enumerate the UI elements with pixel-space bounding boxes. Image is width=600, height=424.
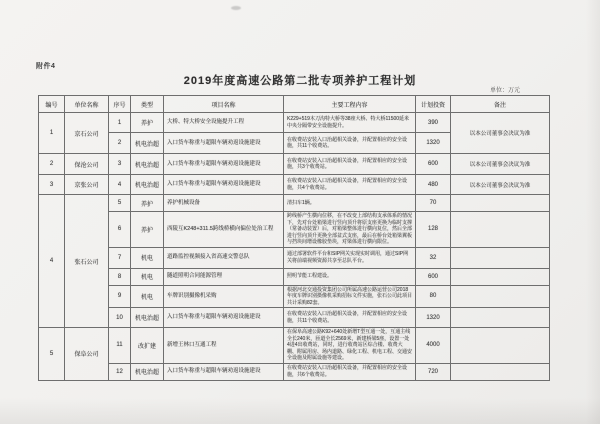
investment-value: 32 (416, 247, 451, 268)
project-content: 清扫车1辆。 (284, 195, 416, 212)
project-name: 入口货车称重与超限车辆劝返设施建设 (164, 175, 284, 195)
remark-cell (451, 212, 550, 248)
investment-value: 720 (416, 363, 451, 380)
investment-value: 390 (416, 113, 451, 133)
group-no: 5 (39, 328, 65, 381)
group-no: 1 (39, 113, 65, 154)
scan-shadow-right (586, 0, 600, 424)
investment-value: 600 (416, 154, 451, 175)
project-type: 机电治超 (131, 133, 164, 154)
project-name: 入口货车称重与超限车辆劝返设施建设 (164, 133, 284, 154)
company-name: 京石公司 (65, 113, 109, 154)
header-type: 类型 (131, 96, 164, 113)
remark-cell: 以本公司董事会决议为准 (451, 154, 550, 175)
remark-cell (451, 308, 550, 328)
scan-artifact-smudge (231, 6, 241, 10)
seq-no: 4 (109, 175, 131, 195)
investment-value: 600 (416, 268, 451, 285)
project-content: 在收费站安装入口治超相关设备，并配置相应的安全设施，共11个收费站。 (284, 133, 416, 154)
project-content: 通过部署软件平台和SIP网关实现实时调用，通过SIP网关将前端视频资源共享至总队平台。 (284, 247, 416, 268)
project-content: 在收费站安装入口治超相关设备，并配置相应的安全设施，共11个收费站。 (284, 308, 416, 328)
project-content: 跨线桥产生横向位移，在不改变上部结构支承体系的情况下，先对台处箱梁进行竖向顶升将原支座更换为临时支撑（常备动装置）后，对箱梁整体进行横向复位，然后全部进行竖向顶升更换全部盆式支座，最后在桥台处箱梁翼板与挡块间增设橡胶垫块，对梁体进行横向限位。 (284, 212, 416, 248)
investment-value: 80 (416, 285, 451, 308)
investment-value: 480 (416, 175, 451, 195)
seq-no: 8 (109, 268, 131, 285)
investment-value: 1320 (416, 133, 451, 154)
group-no: 2 (39, 154, 65, 175)
seq-no: 6 (109, 212, 131, 248)
seq-no: 5 (109, 195, 131, 212)
investment-value: 1320 (416, 308, 451, 328)
investment-value: 70 (416, 195, 451, 212)
project-type: 机电治超 (131, 308, 164, 328)
project-content: 在收费站安装入口治超相关设备，并配置相应的安全设施，共4个收费站。 (284, 175, 416, 195)
attachment-label: 附件4 (36, 63, 56, 70)
project-content: K229+519木刀沟特大桥等38座大桥、特大桥11500延米中央分隔带安全设施提升。 (284, 113, 416, 133)
project-name: 大桥、特大桥安全设施提升工程 (164, 113, 284, 133)
remark-cell: 以本公司董事会决议为准 (451, 113, 550, 154)
seq-no: 7 (109, 247, 131, 268)
company-name: 保阜公司 (65, 328, 109, 381)
remark-cell (451, 285, 550, 308)
table-row (39, 285, 550, 308)
header-planned-investment: 计划投资 (416, 96, 451, 113)
table-row (39, 247, 550, 268)
project-name: 入口货车称重与超限车辆劝返设施建设 (164, 308, 284, 328)
project-content: 在收费站安装入口治超相关设备，并配置相应的安全设施，共3个收费站。 (284, 154, 416, 175)
project-name: 道路监控视频接入省高速交警总队 (164, 247, 284, 268)
remark-cell (451, 363, 550, 380)
project-type: 养护 (131, 113, 164, 133)
remark-cell (451, 268, 550, 285)
project-type: 机电 (131, 247, 164, 268)
project-type: 机电治超 (131, 175, 164, 195)
header-seq: 序号 (109, 96, 131, 113)
project-content: 根据河北交通投资集团公司所属高速公路运营公司2018年度车牌识别摄像机采购招标文件实施，张石公司此项目共计采购82套。 (284, 285, 416, 308)
group-no: 3 (39, 175, 65, 195)
header-project-name: 项目名称 (164, 96, 284, 113)
project-type: 养护 (131, 212, 164, 248)
project-type: 机电治超 (131, 363, 164, 380)
investment-value: 4000 (416, 328, 451, 364)
seq-no: 10 (109, 308, 131, 328)
seq-no: 9 (109, 285, 131, 308)
header-no: 编号 (39, 96, 65, 113)
project-name: 新增王林口互通工程 (164, 328, 284, 364)
unit-note: 单位：万元 (489, 88, 520, 94)
table-header-row (39, 96, 550, 113)
project-name: 入口货车称重与超限车辆劝返设施建设 (164, 363, 284, 380)
remark-cell (451, 195, 550, 212)
project-name: 车牌识别摄像机采购 (164, 285, 284, 308)
company-name: 京张公司 (65, 175, 109, 195)
seq-no: 1 (109, 113, 131, 133)
project-content: 照明节能工程建设。 (284, 268, 416, 285)
header-main-content: 主要工程内容 (284, 96, 416, 113)
seq-no: 3 (109, 154, 131, 175)
table-row (39, 212, 550, 248)
project-name: 隧道照明合同能源管理 (164, 268, 284, 285)
table-row (39, 268, 550, 285)
seq-no: 11 (109, 328, 131, 364)
project-content: 在保阜高速公路K92+640处新增T型互通一处，互通主线全长240米，匝道全长2569米，新建桥梁5座，设置一处4进4出收费站，同时，进行收费站区综合楼、收费大棚、附属用房、场内道路、绿化工程、机电工程、交通安全设施及附属设施等建设。 (284, 328, 416, 364)
maintenance-plan-table (38, 95, 550, 381)
table-row (39, 113, 550, 133)
table-row (39, 328, 550, 364)
table-row (39, 195, 550, 212)
table-row (39, 363, 550, 380)
remark-cell (451, 247, 550, 268)
project-type: 机电 (131, 285, 164, 308)
investment-value: 128 (416, 212, 451, 248)
table-row (39, 175, 550, 195)
table-row (39, 308, 550, 328)
seq-no: 12 (109, 363, 131, 380)
page-title: 2019年度高速公路第二批专项养护工程计划 (183, 75, 417, 87)
remark-cell (451, 328, 550, 364)
project-name: 西陵互K248+311.5跨线桥横向偏位处治工程 (164, 212, 284, 248)
company-name: 张石公司 (65, 195, 109, 328)
project-type: 养护 (131, 195, 164, 212)
header-remark: 备注 (451, 96, 550, 113)
project-type: 机电 (131, 268, 164, 285)
header-company: 单位名称 (65, 96, 109, 113)
project-name: 养护机械设备 (164, 195, 284, 212)
scan-shadow-bottom (0, 398, 600, 424)
project-type: 改扩建 (131, 328, 164, 364)
group-no: 4 (39, 195, 65, 328)
seq-no: 2 (109, 133, 131, 154)
project-content: 在收费站安装入口治超相关设备，并配置相应的安全设施，共6个收费站。 (284, 363, 416, 380)
company-name: 保沧公司 (65, 154, 109, 175)
table-row (39, 154, 550, 175)
remark-cell: 以本公司董事会决议为准 (451, 175, 550, 195)
project-name: 入口货车称重与超限车辆劝返设施建设 (164, 154, 284, 175)
project-type: 机电治超 (131, 154, 164, 175)
